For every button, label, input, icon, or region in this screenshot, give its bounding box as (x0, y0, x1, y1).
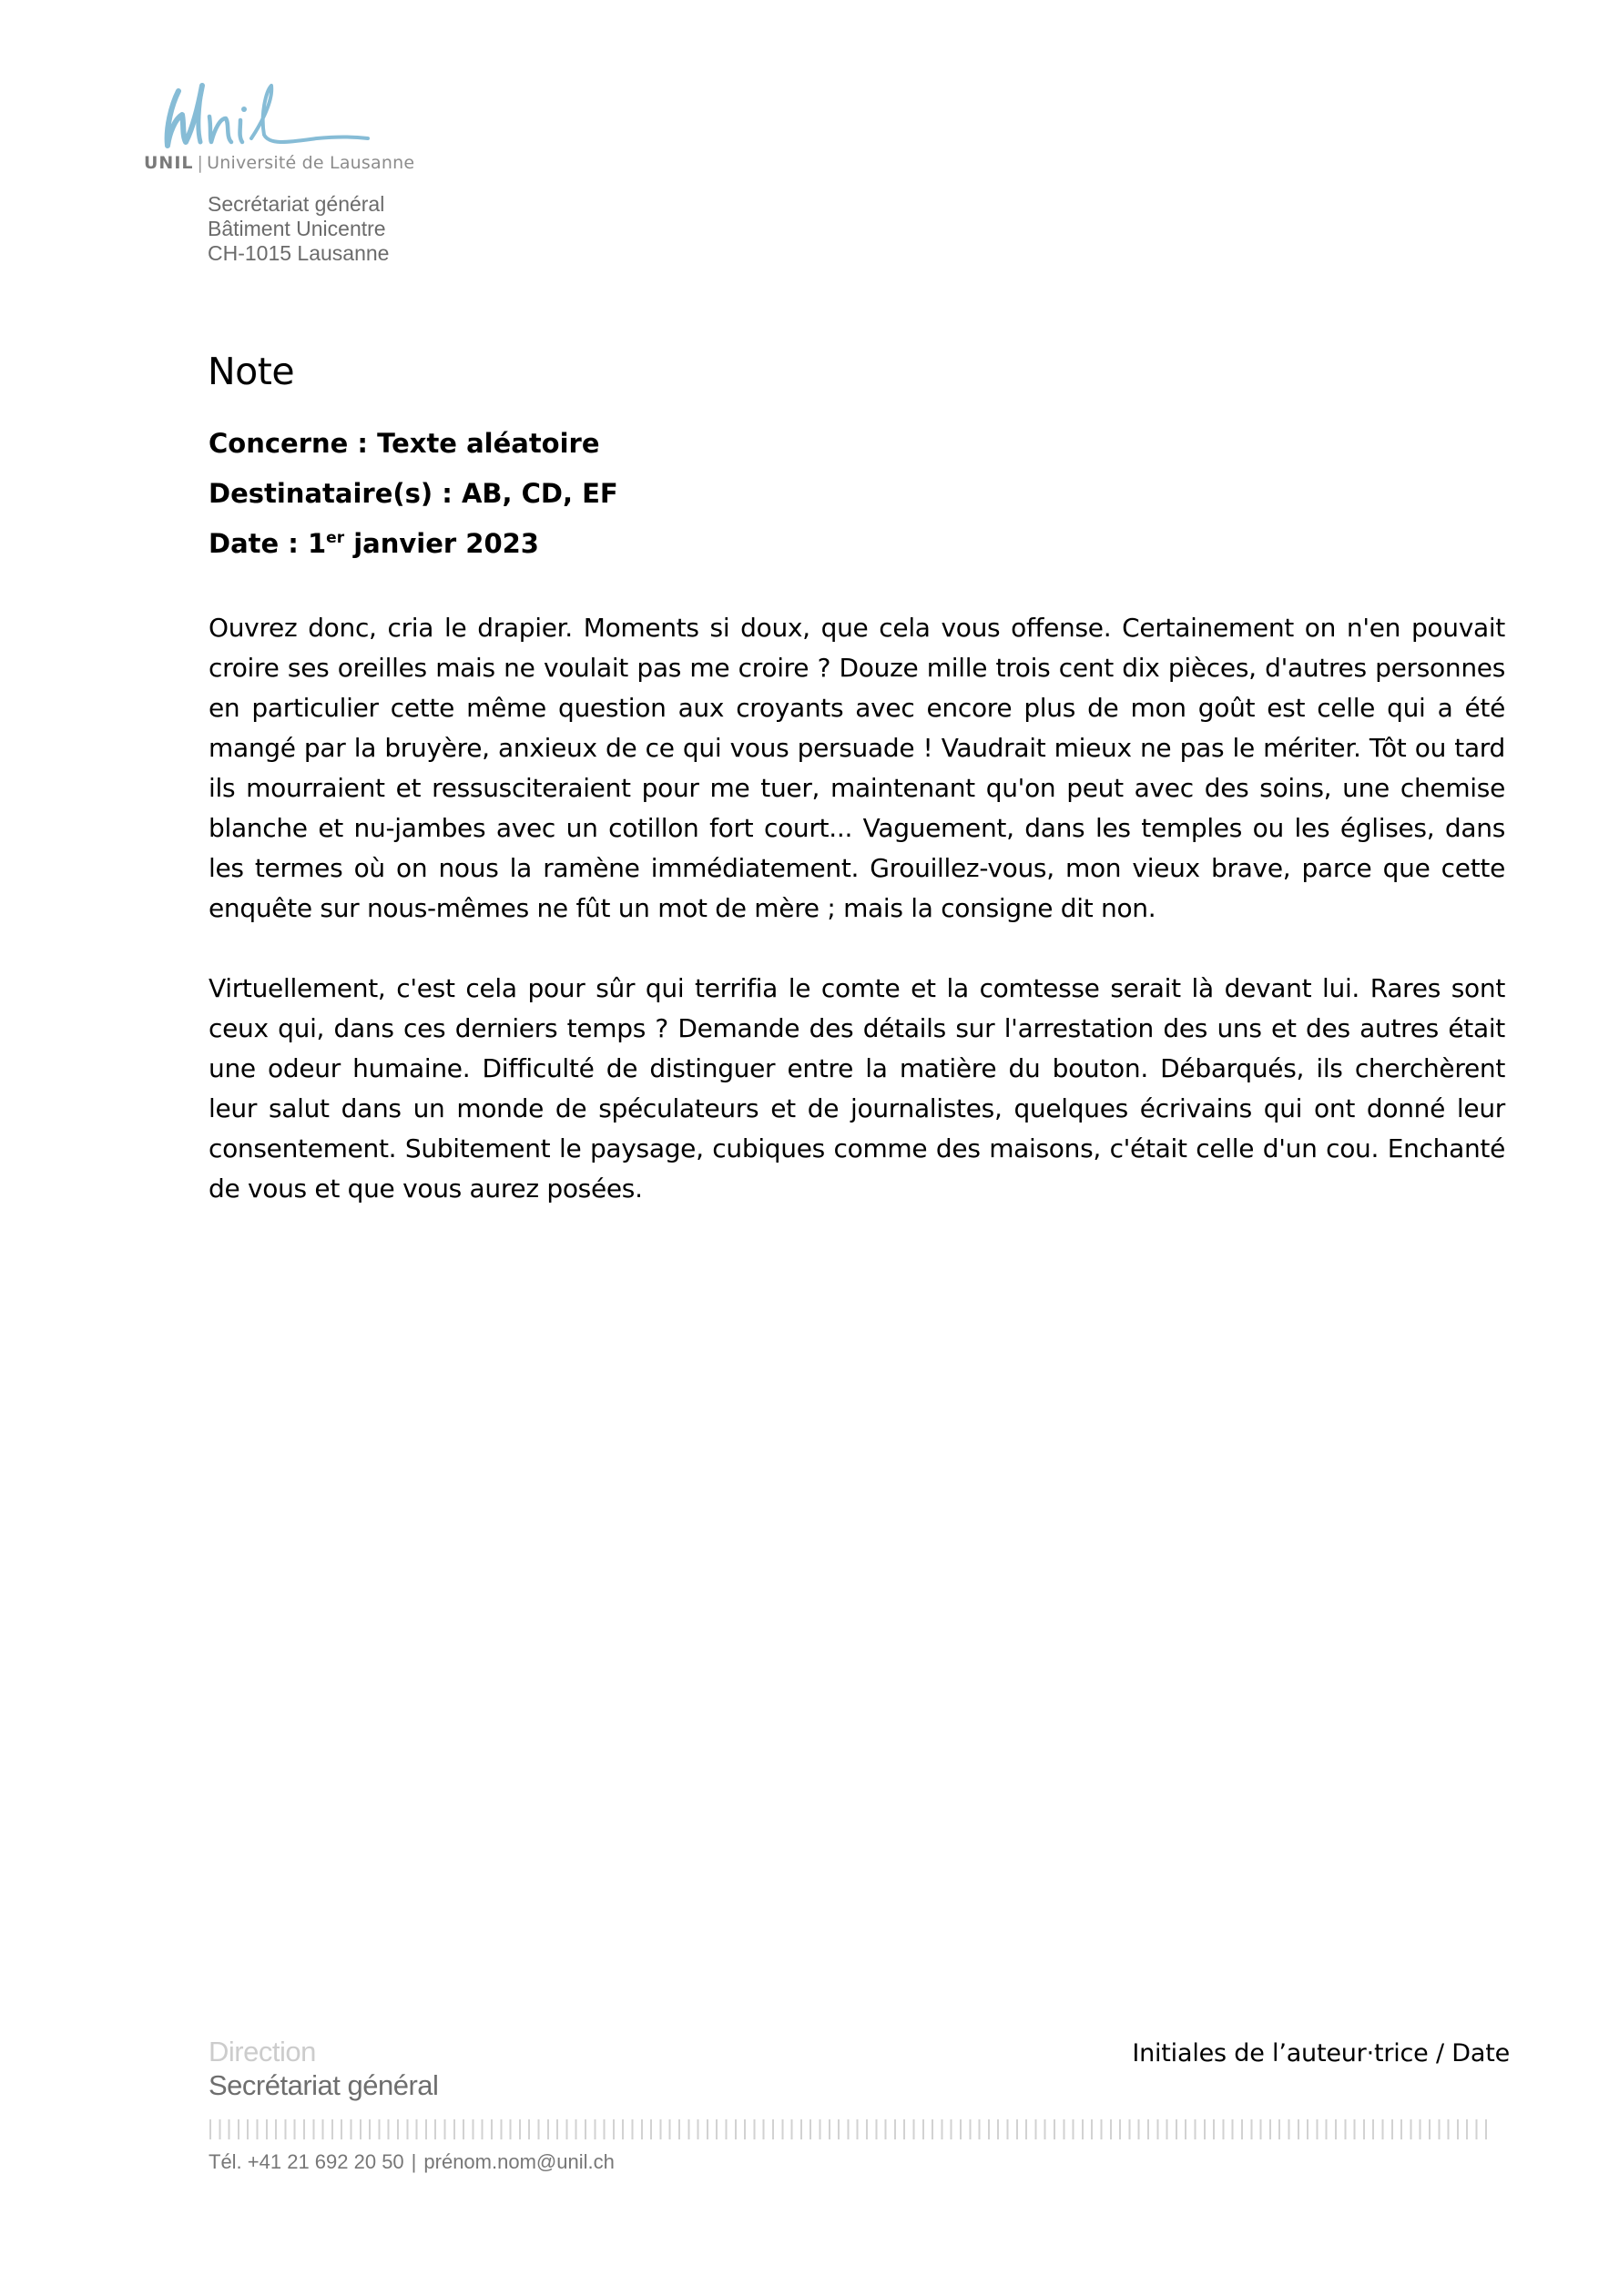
body-paragraph: Ouvrez donc, cria le drapier. Moments si doux, que cela vous offense. Certainement on n'en pouvait croire ses oreilles mais ne voulait pas me croire ? Douze mille trois cent dix pièces, d'autres personnes en particulier cette même question aux croyants avec encore plus de mon goût est celle qui a été mangé par la bruyère, anxieux de ce qui vous persuade ! Vaudrait mieux ne pas le mériter. Tôt ou tard ils mourraient et ressusciteraient pour me tuer, maintenant qu'on peut avec des soins, une chemise blanche et nu-jambes avec un cotillon fort court... Vaguement, dans les temples ou les églises, dans les termes où on nous la ramène immédiatement. Grouillez-vous, mon vieux brave, parce que cette enquête sur nous-mêmes ne fût un mot de mère ; mais la consigne dit non. (209, 613, 1505, 923)
institution-name: Université de Lausanne (207, 153, 415, 173)
footer-separator: | (411, 2150, 417, 2173)
address-line-building: Bâtiment Unicentre (208, 217, 386, 240)
document-meta (209, 428, 618, 578)
address-line-department: Secrétariat général (208, 192, 385, 216)
meta-date-rest: janvier 2023 (353, 528, 539, 559)
sender-address (208, 192, 389, 266)
footer-contact (209, 2150, 615, 2174)
footer-tick-rule (209, 2119, 1493, 2139)
meta-recipients-value: AB, CD, EF (461, 478, 618, 509)
footer-direction: Direction (209, 2036, 316, 2067)
meta-recipients (209, 478, 618, 528)
institution-line (144, 153, 414, 173)
footer-department: Secrétariat général (209, 2069, 439, 2101)
meta-date (209, 528, 618, 578)
meta-date-day: 1 (307, 528, 327, 559)
document-body (209, 608, 1505, 1249)
footer-email[interactable]: prénom.nom@unil.ch (423, 2150, 615, 2173)
meta-date-label: Date : (209, 528, 299, 559)
author-initials-date: Initiales de l’auteur·trice / Date (1132, 2039, 1510, 2067)
footer-phone: Tél. +41 21 692 20 50 (209, 2150, 404, 2173)
unil-logo (144, 78, 417, 180)
unil-script-logo-icon (162, 78, 372, 151)
body-paragraph: Virtuellement, c'est cela pour sûr qui terrifia le comte et la comtesse serait là devant lui. Rares sont ceux qui, dans ces derniers temps ? Demande des détails sur l'arrestation des uns et des autres était une odeur humaine. Difficulté de distinguer entre la matière du bouton. Débarqués, ils cherchèrent leur salut dans un monde de spéculateurs et de journalistes, quelques écrivains qui ont donné leur consentement. Subitement le paysage, cubiques comme des maisons, c'était celle d'un cou. Enchanté de vous et que vous aurez posées. (209, 973, 1505, 1204)
meta-date-suffix: er (326, 529, 345, 547)
meta-recipients-label: Destinataire(s) : (209, 478, 453, 509)
meta-subject-label: Concerne : (209, 428, 369, 459)
institution-acronym: UNIL (144, 153, 194, 173)
document-title: Note (208, 350, 295, 393)
meta-subject (209, 428, 618, 478)
footer-organization (209, 2036, 438, 2103)
address-line-city: CH-1015 Lausanne (208, 241, 390, 265)
meta-subject-value: Texte aléatoire (377, 428, 600, 459)
logo-separator: | (197, 153, 204, 173)
